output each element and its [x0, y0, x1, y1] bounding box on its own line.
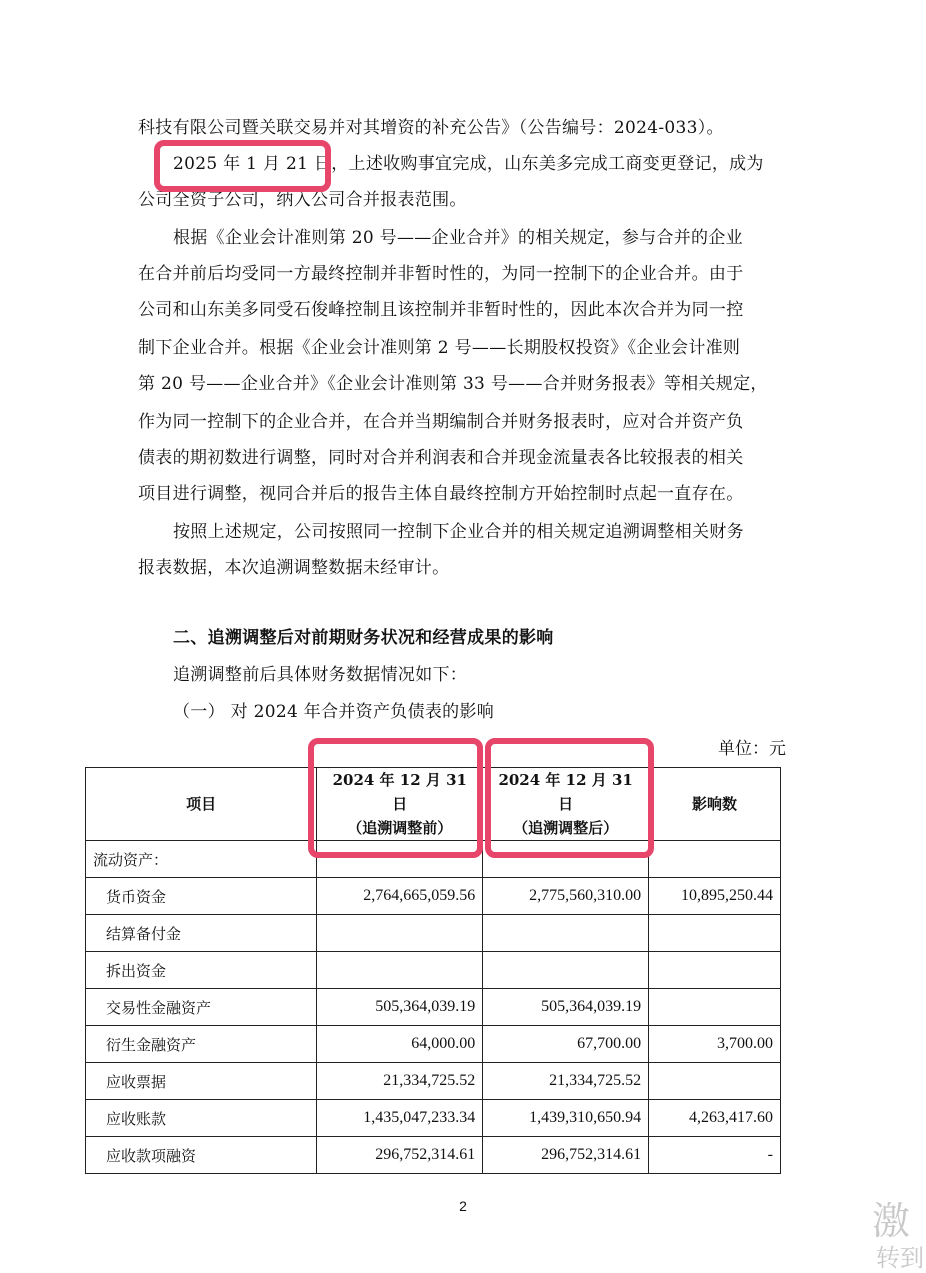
- paragraph-line: 制下企业合并。根据《企业会计准则第 2 号——长期股权投资》《企业会计准则: [138, 338, 741, 358]
- row-impact-cell: [649, 1063, 781, 1100]
- header-before-date: 2024 年 12 月 31 日: [332, 771, 467, 813]
- date-highlight-box: [154, 140, 331, 192]
- row-impact-cell: -: [649, 1137, 781, 1174]
- header-impact: 影响数: [649, 768, 781, 841]
- paragraph-line: 第 20 号——企业合并》《企业会计准则第 33 号——合并财务报表》等相关规定，: [138, 374, 768, 394]
- paragraph-line: 公司全资子公司，纳入公司合并报表范围。: [138, 190, 467, 210]
- paragraph-line: 债表的期初数进行调整，同时对合并利润表和合并现金流量表各比较报表的相关: [138, 448, 744, 468]
- row-after-cell: 505,364,039.19: [483, 989, 649, 1026]
- row-item-cell: 货币资金: [86, 878, 317, 915]
- paragraph-line: 报表数据，本次追溯调整数据未经审计。: [138, 558, 450, 578]
- row-impact-cell: 10,895,250.44: [649, 878, 781, 915]
- watermark-top: 激: [872, 1199, 911, 1243]
- paragraph-line: 项目进行调整，视同合并后的报告主体自最终控制方开始控制时点起一直存在。: [138, 484, 744, 504]
- row-impact-cell: 4,263,417.60: [649, 1100, 781, 1137]
- header-after-date: 2024 年 12 月 31 日: [498, 771, 633, 813]
- before-column-highlight-box: [308, 738, 483, 858]
- row-after-cell: 2,775,560,310.00: [483, 878, 649, 915]
- row-item-cell: 结算备付金: [86, 915, 317, 952]
- paragraph-line: 作为同一控制下的企业合并，在合并当期编制合并财务报表时，应对合并资产负: [138, 412, 744, 432]
- row-before-cell: 21,334,725.52: [317, 1063, 483, 1100]
- after-column-highlight-box: [485, 738, 654, 858]
- row-before-cell: 1,435,047,233.34: [317, 1100, 483, 1137]
- row-before-cell: 64,000.00: [317, 1026, 483, 1063]
- row-item-cell: 应收账款: [86, 1100, 317, 1137]
- row-after-cell: [483, 952, 649, 989]
- table-row: [86, 915, 781, 952]
- row-impact-cell: [649, 915, 781, 952]
- sub-heading: （一） 对 2024 年合并资产负债表的影响: [173, 702, 495, 722]
- paragraph-line: 根据《企业会计准则第 20 号——企业合并》的相关规定，参与合并的企业: [173, 228, 743, 248]
- row-item-cell: 衍生金融资产: [86, 1026, 317, 1063]
- header-before-note: （追溯调整前）: [347, 819, 453, 837]
- row-before-cell: [317, 915, 483, 952]
- page-number: 2: [459, 1198, 467, 1214]
- row-before-cell: 2,764,665,059.56: [317, 878, 483, 915]
- table-row: [86, 1063, 781, 1100]
- paragraph-line: 2025 年 1 月 21 日，上述收购事宜完成，山东美多完成工商变更登记，成为: [173, 154, 764, 174]
- watermark-bottom: 转到: [876, 1244, 924, 1272]
- unit-label: 单位：元: [718, 739, 786, 759]
- row-before-cell: 505,364,039.19: [317, 989, 483, 1026]
- header-after-note: （追溯调整后）: [513, 819, 619, 837]
- section-cell-empty: [649, 841, 781, 878]
- row-before-cell: [317, 952, 483, 989]
- table-row: [86, 1100, 781, 1137]
- row-impact-cell: [649, 952, 781, 989]
- table-row: [86, 1026, 781, 1063]
- row-item-cell: 应收款项融资: [86, 1137, 317, 1174]
- paragraph-line: 公司和山东美多同受石俊峰控制且该控制并非暂时性的，因此本次合并为同一控: [138, 300, 744, 320]
- paragraph-line: 在合并前后均受同一方最终控制并非暂时性的，为同一控制下的企业合并。由于: [138, 264, 744, 284]
- table-row: [86, 989, 781, 1026]
- intro-line: 追溯调整前后具体财务数据情况如下：: [173, 665, 468, 685]
- row-after-cell: 21,334,725.52: [483, 1063, 649, 1100]
- section-heading: 二、追溯调整后对前期财务状况和经营成果的影响: [173, 628, 554, 648]
- row-after-cell: 296,752,314.61: [483, 1137, 649, 1174]
- row-item-cell: 交易性金融资产: [86, 989, 317, 1026]
- row-impact-cell: 3,700.00: [649, 1026, 781, 1063]
- header-item: 项目: [86, 768, 317, 841]
- row-item-cell: 应收票据: [86, 1063, 317, 1100]
- row-impact-cell: [649, 989, 781, 1026]
- row-after-cell: 1,439,310,650.94: [483, 1100, 649, 1137]
- row-before-cell: 296,752,314.61: [317, 1137, 483, 1174]
- section-label: 流动资产：: [86, 841, 317, 878]
- row-after-cell: 67,700.00: [483, 1026, 649, 1063]
- paragraph-line: 按照上述规定，公司按照同一控制下企业合并的相关规定追溯调整相关财务: [173, 522, 744, 542]
- table-row: [86, 1137, 781, 1174]
- table-row: [86, 952, 781, 989]
- row-after-cell: [483, 915, 649, 952]
- paragraph-line: 科技有限公司暨关联交易并对其增资的补充公告》（公告编号：2024-033）。: [138, 118, 724, 138]
- table-row: [86, 878, 781, 915]
- row-item-cell: 拆出资金: [86, 952, 317, 989]
